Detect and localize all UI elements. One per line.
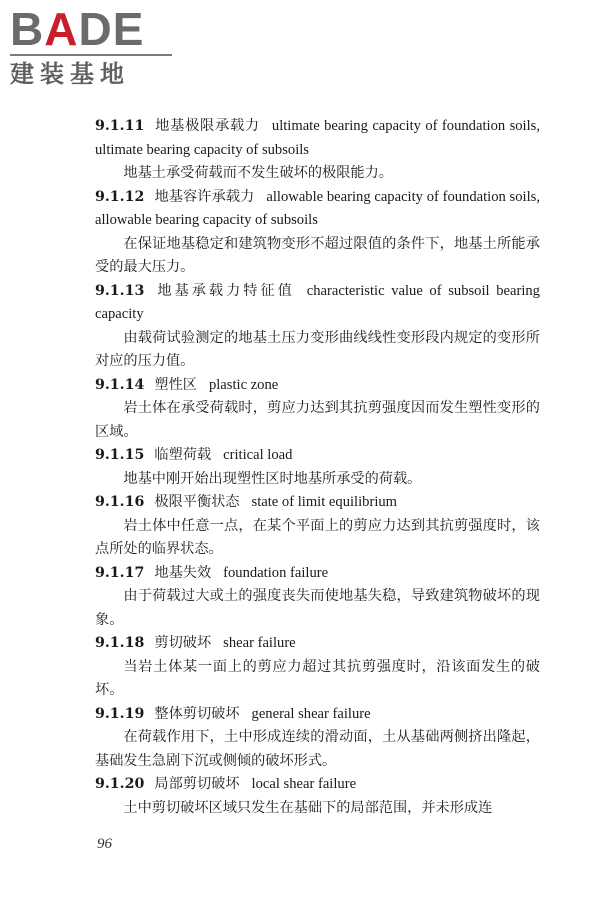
- term-chinese: 地基容许承载力: [154, 188, 255, 205]
- term-number: 9.1.20: [95, 776, 145, 792]
- term-number: 9.1.14: [95, 376, 145, 393]
- term-line: [95, 562, 540, 586]
- term-line: [95, 186, 540, 233]
- term-english: state of limit equilibrium: [251, 494, 398, 510]
- term-english: shear failure: [223, 635, 296, 651]
- glossary-entry: [95, 374, 540, 445]
- glossary-entry: [95, 632, 540, 703]
- logo-wordmark: BADE: [10, 3, 145, 55]
- term-line: [95, 444, 540, 468]
- term-definition: 由于荷载过大或土的强度丧失而使地基失稳，导致建筑物破坏的现象。: [95, 588, 540, 628]
- term-chinese: 整体剪切破坏: [154, 705, 240, 722]
- term-english: local shear failure: [251, 776, 357, 792]
- term-line: [95, 703, 540, 727]
- term-chinese: 剪切破坏: [154, 635, 212, 651]
- term-definition: 土中剪切破坏区域只发生在基础下的局部范围，并未形成连: [123, 799, 493, 816]
- term-chinese: 地基承载力特征值: [154, 282, 295, 299]
- logo-subtitle: 建装基地: [10, 60, 130, 88]
- term-line: [95, 632, 540, 656]
- term-number: 9.1.12: [95, 188, 145, 205]
- glossary-entry: [95, 280, 540, 374]
- term-definition: 地基土承受荷载而不发生破坏的极限能力。: [123, 165, 393, 181]
- term-number: 9.1.15: [95, 447, 145, 463]
- glossary-entry: [95, 703, 540, 774]
- term-number: 9.1.11: [95, 118, 145, 134]
- term-definition: 地基中刚开始出现塑性区时地基所承受的荷载。: [123, 470, 422, 487]
- glossary-entry: [95, 186, 540, 280]
- term-definition: 在荷载作用下，土中形成连续的滑动面，土从基础两侧挤出隆起，基础发生急剧下沉或侧倾的破坏形式。: [95, 729, 540, 769]
- page-number: 96: [97, 836, 112, 852]
- term-chinese: 地基极限承载力: [154, 118, 260, 134]
- term-english: foundation failure: [223, 564, 329, 581]
- term-english: general shear failure: [251, 705, 371, 722]
- term-number: 9.1.13: [95, 282, 145, 299]
- glossary-entry: [95, 491, 540, 562]
- brand-logo: [10, 3, 175, 88]
- term-definition: 由载荷试验测定的地基土压力变形曲线线性变形段内规定的变形所对应的压力值。: [95, 329, 540, 369]
- term-definition: 当岩土体某一面上的剪应力超过其抗剪强度时，沿该面发生的破坏。: [95, 658, 540, 698]
- term-number: 9.1.18: [95, 635, 145, 651]
- term-number: 9.1.17: [95, 564, 145, 581]
- term-chinese: 地基失效: [154, 564, 212, 581]
- term-number: 9.1.16: [95, 494, 145, 510]
- glossary-entry: [95, 444, 540, 491]
- term-chinese: 局部剪切破坏: [154, 776, 240, 792]
- term-english: characteristic value of subsoil bearing capacity: [95, 282, 540, 322]
- term-english: ultimate bearing capacity of foundation soils, ultimate bearing capacity of subsoils: [95, 118, 540, 158]
- term-chinese: 塑性区: [154, 376, 197, 393]
- term-line: [95, 491, 540, 515]
- term-definition: 岩土体中任意一点，在某个平面上的剪应力达到其抗剪强度时，该点所处的临界状态。: [95, 517, 540, 557]
- term-line: [95, 374, 540, 398]
- logo-accent-letter: A: [44, 3, 79, 55]
- term-number: 9.1.19: [95, 705, 145, 722]
- glossary-entry: [95, 115, 540, 186]
- term-chinese: 临塑荷载: [154, 447, 212, 463]
- glossary-entry: [95, 773, 540, 820]
- term-definition: 岩土体在承受荷载时，剪应力达到其抗剪强度因而发生塑性变形的区域。: [95, 400, 540, 440]
- term-english: plastic zone: [208, 376, 279, 393]
- glossary-content: [95, 115, 540, 820]
- term-chinese: 极限平衡状态: [154, 494, 240, 510]
- term-definition: 在保证地基稳定和建筑物变形不超过限值的条件下，地基土所能承受的最大压力。: [95, 235, 540, 275]
- term-english: critical load: [223, 447, 293, 463]
- term-line: [95, 280, 540, 327]
- term-line: [95, 115, 540, 162]
- term-english: allowable bearing capacity of foundation soils, allowable bearing capacity of subsoils: [95, 188, 540, 228]
- glossary-entry: [95, 562, 540, 633]
- term-line: [95, 773, 540, 797]
